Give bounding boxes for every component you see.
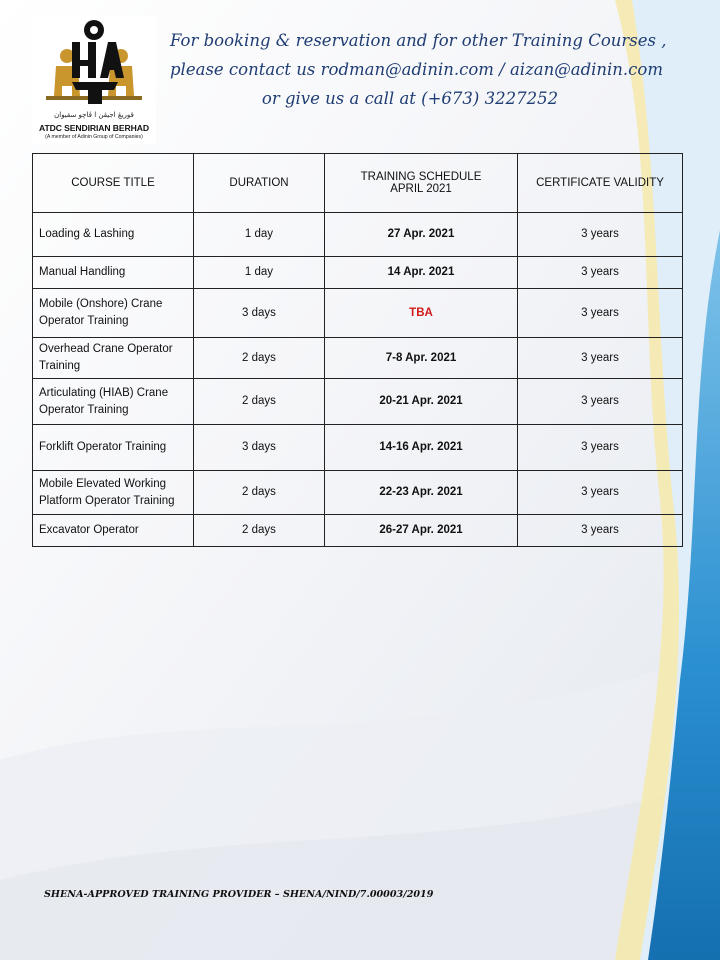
table-row xyxy=(33,338,683,379)
course-title-line1: Forklift Operator Training xyxy=(39,441,167,453)
table-row xyxy=(33,425,683,471)
schedule-date-cell: 20-21 Apr. 2021 xyxy=(325,379,518,425)
duration-cell: 3 days xyxy=(194,425,325,471)
course-title-cell xyxy=(33,338,194,379)
course-title-line1: Excavator Operator xyxy=(39,524,139,536)
course-title-cell xyxy=(33,289,194,338)
duration-cell: 2 days xyxy=(194,379,325,425)
duration-cell: 3 days xyxy=(194,289,325,338)
contact-line-2: please contact us rodman@adinin.com / aizan@adinin.com xyxy=(170,60,664,79)
schedule-date-cell: 22-23 Apr. 2021 xyxy=(325,471,518,515)
table-row xyxy=(33,515,683,547)
table-row xyxy=(33,213,683,257)
course-title-line2: Operator Training xyxy=(39,403,129,416)
duration-cell: 2 days xyxy=(194,515,325,547)
course-title-cell xyxy=(33,425,194,471)
course-title-line1: Manual Handling xyxy=(39,266,126,278)
course-title-line1: Overhead Crane Operator xyxy=(39,343,173,355)
course-title-line1: Mobile Elevated Working xyxy=(39,477,166,490)
validity-cell: 3 years xyxy=(518,425,683,471)
contact-info xyxy=(170,26,667,113)
course-title-cell xyxy=(33,379,194,425)
training-schedule-table xyxy=(32,153,683,547)
table-body xyxy=(33,213,683,547)
duration-cell: 2 days xyxy=(194,471,325,515)
header-schedule-line2: APRIL 2021 xyxy=(390,183,452,195)
schedule-date-cell: 27 Apr. 2021 xyxy=(325,213,518,257)
schedule-date-cell: 14 Apr. 2021 xyxy=(325,257,518,289)
validity-cell: 3 years xyxy=(518,379,683,425)
schedule-date-cell: 7-8 Apr. 2021 xyxy=(325,338,518,379)
contact-line-1: For booking & reservation and for other Training Courses , xyxy=(170,31,667,50)
schedule-date-cell: TBA xyxy=(325,289,518,338)
company-name: ATDC SENDIRIAN BERHAD xyxy=(39,123,149,133)
course-title-line1: Mobile (Onshore) Crane xyxy=(39,298,163,310)
table-header-row xyxy=(33,154,683,213)
header-schedule-line1: TRAINING SCHEDULE xyxy=(360,171,482,183)
duration-cell: 1 day xyxy=(194,213,325,257)
header-course-title: COURSE TITLE xyxy=(33,154,194,213)
schedule-date-cell: 26-27 Apr. 2021 xyxy=(325,515,518,547)
company-subtitle: (A member of Adinin Group of Companies) xyxy=(45,134,143,140)
header-training-schedule xyxy=(325,154,518,213)
validity-cell: 3 years xyxy=(518,213,683,257)
course-title-cell xyxy=(33,213,194,257)
duration-cell: 1 day xyxy=(194,257,325,289)
course-title-cell xyxy=(33,257,194,289)
course-title-cell xyxy=(33,471,194,515)
schedule-date-cell: 14-16 Apr. 2021 xyxy=(325,425,518,471)
validity-cell: 3 years xyxy=(518,338,683,379)
validity-cell: 3 years xyxy=(518,471,683,515)
contact-line-3: or give us a call at (+673) 3227252 xyxy=(261,89,559,108)
validity-cell: 3 years xyxy=(518,257,683,289)
course-title-line2: Operator Training xyxy=(39,315,129,327)
course-title-line2: Platform Operator Training xyxy=(39,494,175,507)
header-duration: DURATION xyxy=(194,154,325,213)
logo-emblem-icon xyxy=(32,16,156,122)
course-title-cell xyxy=(33,515,194,547)
table-row xyxy=(33,379,683,425)
table-row xyxy=(33,471,683,515)
approval-footer: SHENA-APPROVED TRAINING PROVIDER – SHENA/NIND/7.00003/2019 xyxy=(44,889,434,900)
course-title-line1: Articulating (HIAB) Crane xyxy=(39,386,169,399)
validity-cell: 3 years xyxy=(518,515,683,547)
table-row xyxy=(33,257,683,289)
course-title-line1: Loading & Lashing xyxy=(39,228,135,240)
company-logo xyxy=(32,16,156,144)
course-title-line2: Training xyxy=(39,360,81,372)
table-row xyxy=(33,289,683,338)
duration-cell: 2 days xyxy=(194,338,325,379)
logo-arabic-text: قوريڠ اجيڤن ا ڤاچو سقيوان xyxy=(54,111,134,119)
header-certificate-validity: CERTIFICATE VALIDITY xyxy=(518,154,683,213)
validity-cell: 3 years xyxy=(518,289,683,338)
